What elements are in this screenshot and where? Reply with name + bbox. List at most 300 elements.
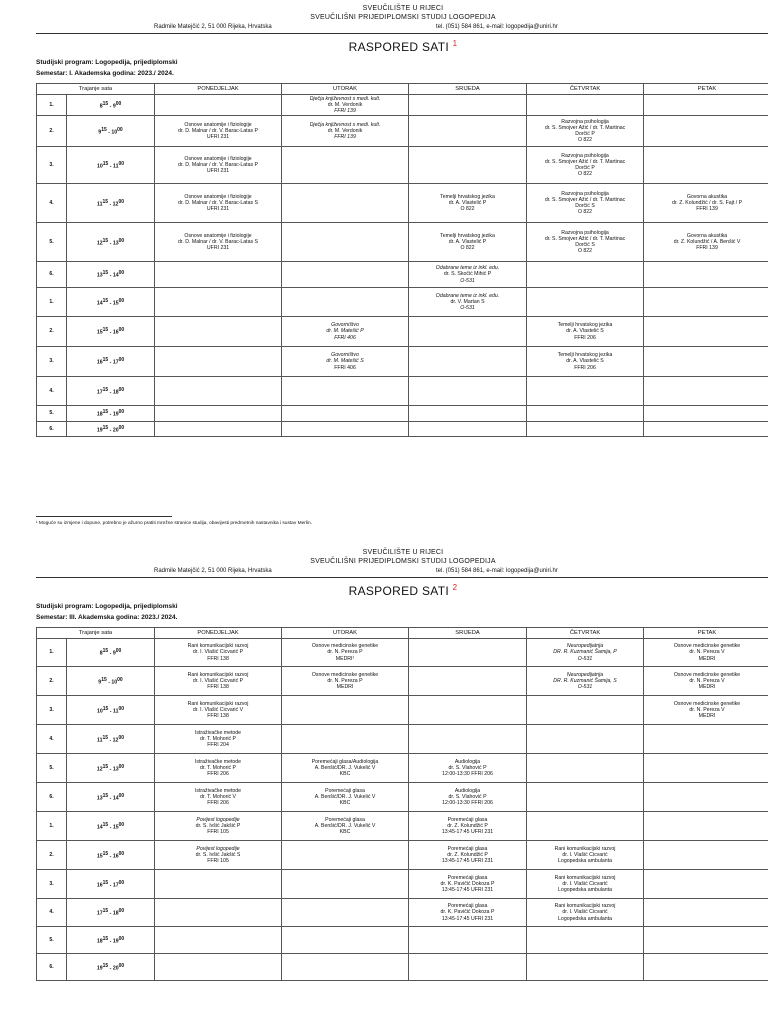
class-cell-line: Dorčić P	[575, 131, 595, 137]
class-cell-line: FFRI 204	[207, 742, 229, 749]
class-cell-thursday	[527, 725, 644, 754]
class-cell-monday	[155, 927, 282, 954]
class-cell-wednesday	[409, 184, 527, 223]
class-cell-line: Govorna akustika	[686, 232, 728, 239]
class-cell-line: Osnove medicinske genetike	[311, 671, 379, 678]
time-slot: $14^{15} - 15^{00}$	[67, 812, 155, 841]
start-minutes: 15	[102, 100, 109, 107]
class-cell-line: Neuropedijatrija	[566, 671, 604, 678]
start-hour: 10	[97, 708, 103, 715]
class-cell-line: O 822	[577, 171, 593, 178]
class-cell-line: Istraživačke metode	[194, 758, 242, 765]
class-cell-friday	[644, 667, 768, 696]
study-program-name: SVEUČILIŠNI PRIJEDIPLOMSKI STUDIJ LOGOPEDIJA	[310, 558, 496, 565]
start-minutes: 15	[102, 198, 109, 205]
title-text: RASPORED SATI	[348, 584, 449, 598]
class-cell-monday	[155, 870, 282, 899]
class-cell-line: O 822	[460, 245, 475, 252]
class-cell-thursday	[527, 377, 644, 406]
class-cell-line: dr. N. Pereza P	[327, 649, 363, 656]
class-cell-thursday	[527, 754, 644, 783]
class-cell-line: FFRI 139	[696, 206, 718, 213]
period-number: 1.	[37, 639, 67, 667]
class-cell-line: Poremećaji glasa	[325, 816, 365, 823]
table-row	[37, 147, 768, 184]
start-minutes: 15	[102, 648, 109, 655]
class-cell-friday	[644, 223, 768, 262]
class-cell-line: 12:00-13:30 FFRI 206	[442, 800, 493, 807]
end-hour: 9	[112, 650, 116, 657]
class-cell-line: Poremećaji glasa	[447, 845, 488, 852]
study-program-name: SVEUČILIŠNI PRIJEDIPLOMSKI STUDIJ LOGOPEDIJA	[310, 14, 496, 21]
class-cell-line: Dorčić S	[575, 242, 595, 248]
class-cell-tuesday	[282, 116, 409, 147]
class-cell-friday	[644, 422, 768, 437]
class-cell-line: dr. K. Pavičić Dokoza P	[440, 909, 495, 916]
class-cell-line: dr. V. Martan S	[450, 298, 485, 305]
end-hour: 15	[112, 300, 119, 307]
start-hour: 18	[96, 411, 103, 418]
class-cell-monday	[155, 116, 282, 147]
start-minutes: 15	[102, 705, 109, 712]
class-cell-tuesday	[282, 639, 409, 667]
end-minutes: 00	[118, 327, 125, 334]
class-cell-thursday	[527, 147, 644, 184]
table-row	[37, 95, 768, 116]
schedule-table	[36, 627, 768, 981]
class-cell-line: dr. D. Malnar / dr. V. Barac-Latas P	[178, 161, 258, 168]
class-cell-friday	[644, 696, 768, 725]
start-hour: 11	[97, 201, 103, 208]
class-cell-monday	[155, 377, 282, 406]
class-cell-line: dr. T. Mohorić V	[200, 793, 236, 800]
column-header-tuesday: UTORAK	[282, 84, 409, 95]
class-cell-line: UFRI 231	[206, 168, 230, 175]
class-cell-line: dr. M. Verdonik	[327, 101, 363, 108]
class-cell-tuesday	[282, 317, 409, 347]
class-cell-friday	[644, 927, 768, 954]
start-hour: 12	[96, 240, 103, 247]
class-cell-line: dr. K. Pavičić Dokoza P	[440, 880, 495, 887]
class-cell-monday	[155, 347, 282, 377]
class-cell-tuesday	[282, 223, 409, 262]
contact-row	[36, 566, 768, 578]
class-cell-wednesday	[409, 812, 527, 841]
class-cell-monday	[155, 422, 282, 437]
program-line: Studijski program: Logopedija, prijediplomski	[36, 59, 178, 66]
class-cell-line: dr. S. Smojver Ažić / dr. T. Martinac	[544, 124, 626, 131]
class-cell-friday	[644, 725, 768, 754]
class-cell-line: Osnove anatomije i fiziologije	[184, 155, 252, 162]
class-cell-line: Logopedska ambulanta	[558, 887, 612, 894]
start-minutes: 15	[102, 763, 109, 770]
class-cell-monday	[155, 317, 282, 347]
class-cell-line: Audiologija	[454, 758, 481, 765]
class-cell-friday	[644, 754, 768, 783]
class-cell-line: UFRI 231	[206, 134, 230, 141]
end-minutes: 00	[118, 908, 125, 915]
class-cell-line: Govorna akustika	[686, 193, 728, 200]
class-cell-line: UFRI 231	[206, 206, 230, 213]
class-cell-tuesday	[282, 899, 409, 927]
class-cell-monday	[155, 954, 282, 981]
class-cell-line: dr. S. Smojver Ažić / dr. T. Martinac	[544, 158, 626, 165]
class-cell-monday	[155, 184, 282, 223]
time-slot: $11^{15} - 12^{00}$	[67, 725, 155, 754]
class-cell-line: A. Benšić/DR. J. Vukelić V	[314, 822, 376, 829]
start-minutes: 15	[102, 821, 109, 828]
start-minutes: 15	[102, 962, 109, 969]
class-cell-line: dr. D. Malnar / dr. V. Barac-Latas S	[178, 199, 258, 206]
class-cell-line: MEDRI	[698, 684, 716, 691]
footnote-text: ¹ Moguće su izmjene i dopune, potrebno je ažurno pratiti mrežne stranice studija, obavijesti predmetnih nastavnika i sustav Merlin.	[36, 521, 312, 526]
class-cell-wednesday	[409, 725, 527, 754]
end-minutes: 00	[117, 676, 123, 683]
time-slot: $13^{15} - 14^{00}$	[67, 262, 155, 288]
class-cell-wednesday	[409, 406, 527, 422]
table-row	[37, 899, 768, 927]
class-cell-friday	[644, 899, 768, 927]
time-slot: $9^{15} - 10^{00}$	[67, 667, 155, 696]
class-cell-friday	[644, 288, 768, 317]
class-cell-line: 13:45-17:45 UFRI 231	[441, 915, 494, 922]
class-cell-line: Razvojna psihologija	[561, 190, 609, 197]
time-slot: $12^{15} - 13^{00}$	[67, 754, 155, 783]
class-cell-tuesday	[282, 812, 409, 841]
period-number: 3.	[37, 696, 67, 725]
time-slot: $19^{15} - 20^{00}$	[67, 954, 155, 981]
class-cell-line: dr. A. Vlastelić S	[566, 328, 604, 335]
class-cell-line: dr. M. Matešić P	[326, 328, 364, 335]
class-cell-line: Logopedska ambulanta	[558, 915, 612, 922]
class-cell-line: Govorništvo	[331, 352, 359, 359]
time-slot: $12^{15} - 13^{00}$	[67, 223, 155, 262]
class-cell-tuesday	[282, 422, 409, 437]
class-cell-line: dr. Z. Kolundžić P	[447, 851, 488, 858]
semester-line: Semestar: I. Akademska godina: 2023./ 2024.	[36, 70, 174, 77]
column-header-tuesday: UTORAK	[282, 628, 409, 639]
class-cell-thursday	[527, 116, 644, 147]
class-cell-thursday	[527, 812, 644, 841]
class-cell-wednesday	[409, 317, 527, 347]
class-cell-line: Osnove medicinske genetike	[673, 671, 741, 678]
contact-text: tel. (051) 584 861, e-mail: logopedija@uniri.hr	[436, 24, 558, 30]
class-cell-line: Audiologija	[454, 787, 481, 794]
table-row	[37, 347, 768, 377]
class-cell-line: dr. I. Vlašić Cicvarić P	[192, 677, 244, 684]
class-cell-line: Temelji hrvatskog jezika	[557, 322, 613, 329]
class-cell-line: 13:45-17:45 UFRI 231	[441, 858, 494, 865]
class-cell-thursday	[527, 841, 644, 870]
class-cell-thursday	[527, 927, 644, 954]
class-cell-line: MEDRI	[698, 655, 716, 662]
start-hour: 16	[96, 882, 103, 889]
class-cell-thursday	[527, 899, 644, 927]
period-number: 4.	[37, 377, 67, 406]
class-cell-thursday	[527, 317, 644, 347]
class-cell-monday	[155, 812, 282, 841]
class-cell-line: Rani komunikacijski razvoj	[554, 845, 616, 852]
class-cell-line: FFRI 139	[334, 134, 356, 141]
table-row	[37, 696, 768, 725]
class-cell-wednesday	[409, 95, 527, 116]
start-minutes: 15	[102, 734, 109, 741]
class-cell-line: Osnove anatomije i fiziologije	[184, 121, 252, 128]
class-cell-line: dr. S. Smojver Ažić / dr. T. Martinac	[544, 196, 626, 203]
class-cell-wednesday	[409, 116, 527, 147]
period-number: 5.	[37, 223, 67, 262]
schedule-title	[36, 583, 768, 598]
table-row	[37, 954, 768, 981]
class-cell-wednesday	[409, 841, 527, 870]
table-row	[37, 288, 768, 317]
table-row	[37, 783, 768, 812]
class-cell-line: dr. A. Vlastelić S	[566, 358, 604, 365]
class-cell-line: O 822	[577, 137, 593, 144]
class-cell-line: dr. S. Ivšić Jakšić S	[195, 851, 241, 858]
end-hour: 11	[112, 708, 119, 715]
period-number: 2.	[37, 667, 67, 696]
end-hour: 12	[112, 737, 119, 744]
class-cell-line: FFRI 138	[207, 713, 229, 720]
class-cell-line: FFRI 139	[334, 108, 356, 115]
class-cell-line: dr. I. Vlašić Cicvarić V	[192, 706, 244, 713]
schedule-block-2	[36, 548, 768, 981]
class-cell-friday	[644, 262, 768, 288]
class-cell-monday	[155, 639, 282, 667]
class-cell-line: dr. N. Pereza P	[327, 677, 363, 684]
period-number: 5.	[37, 927, 67, 954]
table-row	[37, 262, 768, 288]
end-minutes: 00	[115, 648, 122, 655]
end-hour: 17	[112, 359, 119, 366]
end-minutes: 00	[118, 763, 125, 770]
class-cell-tuesday	[282, 406, 409, 422]
class-cell-line: O 822	[460, 206, 475, 213]
title-text: RASPORED SATI	[348, 40, 449, 54]
time-slot: $13^{15} - 14^{00}$	[67, 783, 155, 812]
class-cell-line: dr. S. Vlahović P	[448, 793, 487, 800]
end-hour: 9	[112, 103, 116, 110]
start-minutes: 15	[102, 409, 109, 416]
class-cell-monday	[155, 667, 282, 696]
class-cell-tuesday	[282, 667, 409, 696]
end-minutes: 00	[118, 424, 125, 431]
end-hour: 14	[112, 795, 119, 802]
class-cell-line: Dorčić P	[575, 165, 595, 171]
class-cell-line: dr. N. Pereza V	[689, 706, 725, 713]
class-cell-line: A. Benšić/DR. J. Vukelić V	[314, 764, 376, 771]
end-hour: 11	[112, 163, 119, 170]
column-header-monday: PONEDJELJAK	[155, 628, 282, 639]
time-slot: $19^{15} - 20^{00}$	[67, 422, 155, 437]
class-cell-tuesday	[282, 754, 409, 783]
end-minutes: 00	[118, 935, 125, 942]
class-cell-line: dr. I. Vlašić Cicvarić	[562, 851, 608, 858]
class-cell-friday	[644, 147, 768, 184]
class-cell-thursday	[527, 783, 644, 812]
class-cell-thursday	[527, 406, 644, 422]
class-cell-line: dr. N. Pereza V	[689, 649, 725, 656]
class-cell-line: Osnove medicinske genetike	[673, 700, 741, 707]
class-cell-line: KBC	[339, 771, 351, 778]
class-cell-tuesday	[282, 377, 409, 406]
class-cell-thursday	[527, 223, 644, 262]
table-row	[37, 667, 768, 696]
class-cell-line: dr. S. Ivšić Jakšić P	[195, 822, 241, 829]
end-hour: 13	[112, 766, 119, 773]
class-cell-wednesday	[409, 667, 527, 696]
class-cell-line: Neuropedijatrija	[566, 643, 604, 650]
class-cell-line: FFRI 105	[207, 829, 229, 836]
class-cell-line: O-531	[577, 655, 593, 662]
class-cell-line: dr. D. Malnar / dr. V. Barac-Latas P	[178, 127, 258, 134]
class-cell-thursday	[527, 954, 644, 981]
start-minutes: 15	[102, 160, 109, 167]
class-cell-line: Govorništvo	[331, 322, 359, 329]
time-slot: $17^{15} - 18^{00}$	[67, 899, 155, 927]
class-cell-tuesday	[282, 184, 409, 223]
time-slot: $10^{15} - 11^{00}$	[67, 696, 155, 725]
column-header-wednesday: SRIJEDA	[409, 84, 527, 95]
semester-line: Semestar: III. Akademska godina: 2023./ 2024.	[36, 614, 178, 621]
time-slot: $16^{15} - 17^{00}$	[67, 347, 155, 377]
class-cell-friday	[644, 812, 768, 841]
class-cell-line: Temelji hrvatskog jezika	[557, 352, 613, 359]
table-row	[37, 754, 768, 783]
class-cell-monday	[155, 841, 282, 870]
class-cell-line: DR. R. Kuzmanić Šamija, P	[553, 649, 617, 656]
table-header-row	[37, 84, 768, 95]
class-cell-line: FFRI 206	[574, 364, 596, 371]
time-slot: $16^{15} - 17^{00}$	[67, 870, 155, 899]
end-hour: 18	[112, 910, 119, 917]
period-number: 1.	[37, 812, 67, 841]
time-slot: $10^{15} - 11^{00}$	[67, 147, 155, 184]
end-hour: 19	[112, 411, 119, 418]
period-number: 6.	[37, 783, 67, 812]
class-cell-line: Poremećaji glasa/Audiologija	[311, 758, 379, 765]
class-cell-tuesday	[282, 725, 409, 754]
end-hour: 10	[111, 679, 118, 686]
end-minutes: 00	[118, 792, 125, 799]
class-cell-line: Istraživačke metode	[194, 729, 242, 736]
start-minutes: 15	[102, 850, 109, 857]
start-hour: 19	[96, 965, 103, 972]
period-number: 6.	[37, 262, 67, 288]
end-hour: 16	[112, 329, 119, 336]
time-slot: $11^{15} - 12^{00}$	[67, 184, 155, 223]
time-slot: $9^{15} - 10^{00}$	[67, 116, 155, 147]
start-hour: 9	[98, 679, 102, 686]
period-number: 5.	[37, 406, 67, 422]
start-minutes: 15	[102, 327, 109, 334]
class-cell-line: dr. I. Vlašić Cicvarić	[562, 909, 608, 916]
class-cell-tuesday	[282, 841, 409, 870]
class-cell-monday	[155, 406, 282, 422]
start-hour: 18	[96, 938, 103, 945]
class-cell-line: Rani komunikacijski razvoj	[554, 903, 616, 910]
start-hour: 16	[96, 359, 103, 366]
class-cell-line: FFRI 406	[334, 364, 356, 371]
start-minutes: 15	[102, 297, 109, 304]
class-cell-line: MEDRI¹	[335, 655, 355, 662]
period-number: 3.	[37, 347, 67, 377]
class-cell-thursday	[527, 870, 644, 899]
start-hour: 15	[96, 329, 103, 336]
program-line: Studijski program: Logopedija, prijediplomski	[36, 603, 178, 610]
footnote-mark: 2	[452, 583, 458, 592]
class-cell-tuesday	[282, 95, 409, 116]
end-hour: 20	[112, 965, 119, 972]
schedule-table	[36, 83, 768, 437]
class-cell-line: 13:45-17:45 UFRI 231	[441, 829, 494, 836]
class-cell-wednesday	[409, 223, 527, 262]
class-cell-line: Povijest logopedije	[196, 845, 240, 852]
class-cell-line: dr. I. Vlašić Cicvarić P	[192, 649, 244, 656]
class-cell-wednesday	[409, 899, 527, 927]
end-minutes: 00	[118, 297, 125, 304]
class-cell-tuesday	[282, 954, 409, 981]
start-minutes: 15	[102, 935, 109, 942]
schedule-title	[36, 39, 768, 54]
time-slot: $15^{15} - 16^{00}$	[67, 317, 155, 347]
table-row	[37, 116, 768, 147]
column-header-duration: Trajanje sata	[37, 84, 155, 95]
class-cell-line: dr. I. Vlašić Cicvarić	[562, 880, 608, 887]
class-cell-line: 13:45-17:45 UFRI 231	[441, 887, 494, 894]
class-cell-monday	[155, 95, 282, 116]
class-cell-line: dr. S. Skočić Mihić P	[443, 271, 492, 278]
class-cell-line: KBC	[339, 829, 351, 836]
start-hour: 13	[96, 272, 103, 279]
class-cell-thursday	[527, 288, 644, 317]
university-name: SVEUČILIŠTE U RIJECI	[362, 549, 444, 556]
start-minutes: 15	[102, 792, 109, 799]
class-cell-thursday	[527, 422, 644, 437]
class-cell-line: dr. T. Mohorić P	[200, 764, 236, 771]
contact-row	[36, 22, 768, 34]
class-cell-friday	[644, 406, 768, 422]
end-hour: 20	[112, 427, 119, 434]
start-minutes: 15	[101, 126, 107, 133]
class-cell-friday	[644, 783, 768, 812]
end-hour: 17	[112, 882, 119, 889]
class-cell-line: FFRI 206	[574, 334, 596, 341]
start-hour: 9	[98, 129, 102, 136]
class-cell-friday	[644, 347, 768, 377]
end-hour: 14	[112, 272, 119, 279]
class-cell-line: Odabrane teme iz inkl. edu.	[435, 265, 500, 272]
class-cell-line: Povijest logopedije	[196, 816, 240, 823]
schedule-block-1	[36, 4, 768, 437]
class-cell-line: A. Benšić/DR. J. Vukelić V	[314, 793, 376, 800]
end-minutes: 00	[118, 850, 125, 857]
class-cell-friday	[644, 95, 768, 116]
table-row	[37, 927, 768, 954]
class-cell-line: dr. M. Matešić S	[326, 358, 364, 365]
table-row	[37, 812, 768, 841]
start-minutes: 15	[102, 270, 109, 277]
end-hour: 16	[112, 853, 119, 860]
table-row	[37, 422, 768, 437]
start-hour: 19	[96, 427, 103, 434]
time-slot: $15^{15} - 16^{00}$	[67, 841, 155, 870]
class-cell-tuesday	[282, 696, 409, 725]
end-minutes: 00	[118, 705, 125, 712]
column-header-duration: Trajanje sata	[37, 628, 155, 639]
class-cell-line: O 822	[577, 248, 593, 255]
